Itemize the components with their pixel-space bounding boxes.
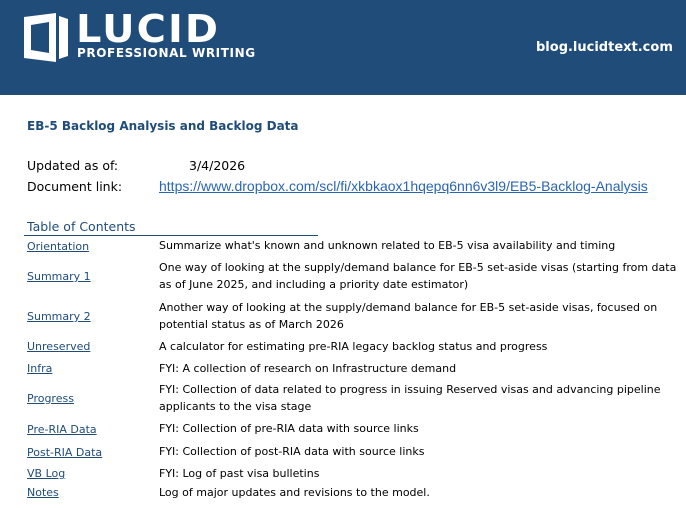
- toc-description: FYI: Log of past visa bulletins: [159, 467, 320, 480]
- toc-link-orientation[interactable]: Orientation: [27, 240, 90, 253]
- logo-wordmark: LUCID: [76, 7, 221, 51]
- updated-value: 3/4/2026: [189, 158, 246, 173]
- document-title: EB-5 Backlog Analysis and Backlog Data: [27, 119, 299, 133]
- toc-description: FYI: Collection of pre-RIA data with source links: [159, 422, 419, 435]
- updated-label: Updated as of:: [27, 158, 119, 173]
- document-link[interactable]: https://www.dropbox.com/scl/fi/xkbkaox1hqepq6nn6v3l9/EB5-Backlog-Analysis: [159, 178, 648, 194]
- toc-divider: [24, 235, 318, 236]
- toc-link-summary-2[interactable]: Summary 2: [27, 310, 91, 323]
- lucid-logo-icon: [24, 13, 68, 62]
- toc-description: FYI: Collection of data related to progress in issuing Reserved visas and advancing pipeline applicants to the visa stage: [159, 383, 661, 413]
- toc-description: FYI: A collection of research on Infrastructure demand: [159, 362, 457, 375]
- toc-heading: Table of Contents: [27, 219, 136, 234]
- toc-description: One way of looking at the supply/demand balance for EB-5 set-aside visas (starting from data as of June 2025, and including a priority date estimator): [159, 261, 677, 291]
- logo-subtitle: PROFESSIONAL WRITING: [77, 46, 256, 60]
- toc-description: A calculator for estimating pre-RIA legacy backlog status and progress: [159, 340, 548, 353]
- toc-link-pre-ria-data[interactable]: Pre-RIA Data: [27, 423, 97, 436]
- blog-url[interactable]: blog.lucidtext.com: [536, 40, 673, 55]
- toc-description: Log of major updates and revisions to the model.: [159, 486, 430, 499]
- toc-description: FYI: Collection of post-RIA data with source links: [159, 445, 425, 458]
- toc-link-summary-1[interactable]: Summary 1: [27, 270, 91, 283]
- header-banner: [0, 0, 686, 95]
- toc-description: Another way of looking at the supply/demand balance for EB-5 set-aside visas, focused on potential status as of March 2026: [159, 301, 658, 331]
- toc-description: Summarize what's known and unknown related to EB-5 visa availability and timing: [159, 239, 616, 252]
- toc-link-infra[interactable]: Infra: [27, 362, 53, 375]
- toc-link-progress[interactable]: Progress: [27, 392, 74, 405]
- toc-link-notes[interactable]: Notes: [27, 486, 59, 499]
- toc-link-vb-log[interactable]: VB Log: [27, 467, 66, 480]
- document-link-label: Document link:: [27, 179, 123, 194]
- toc-link-post-ria-data[interactable]: Post-RIA Data: [27, 446, 103, 459]
- toc-link-unreserved[interactable]: Unreserved: [27, 340, 91, 353]
